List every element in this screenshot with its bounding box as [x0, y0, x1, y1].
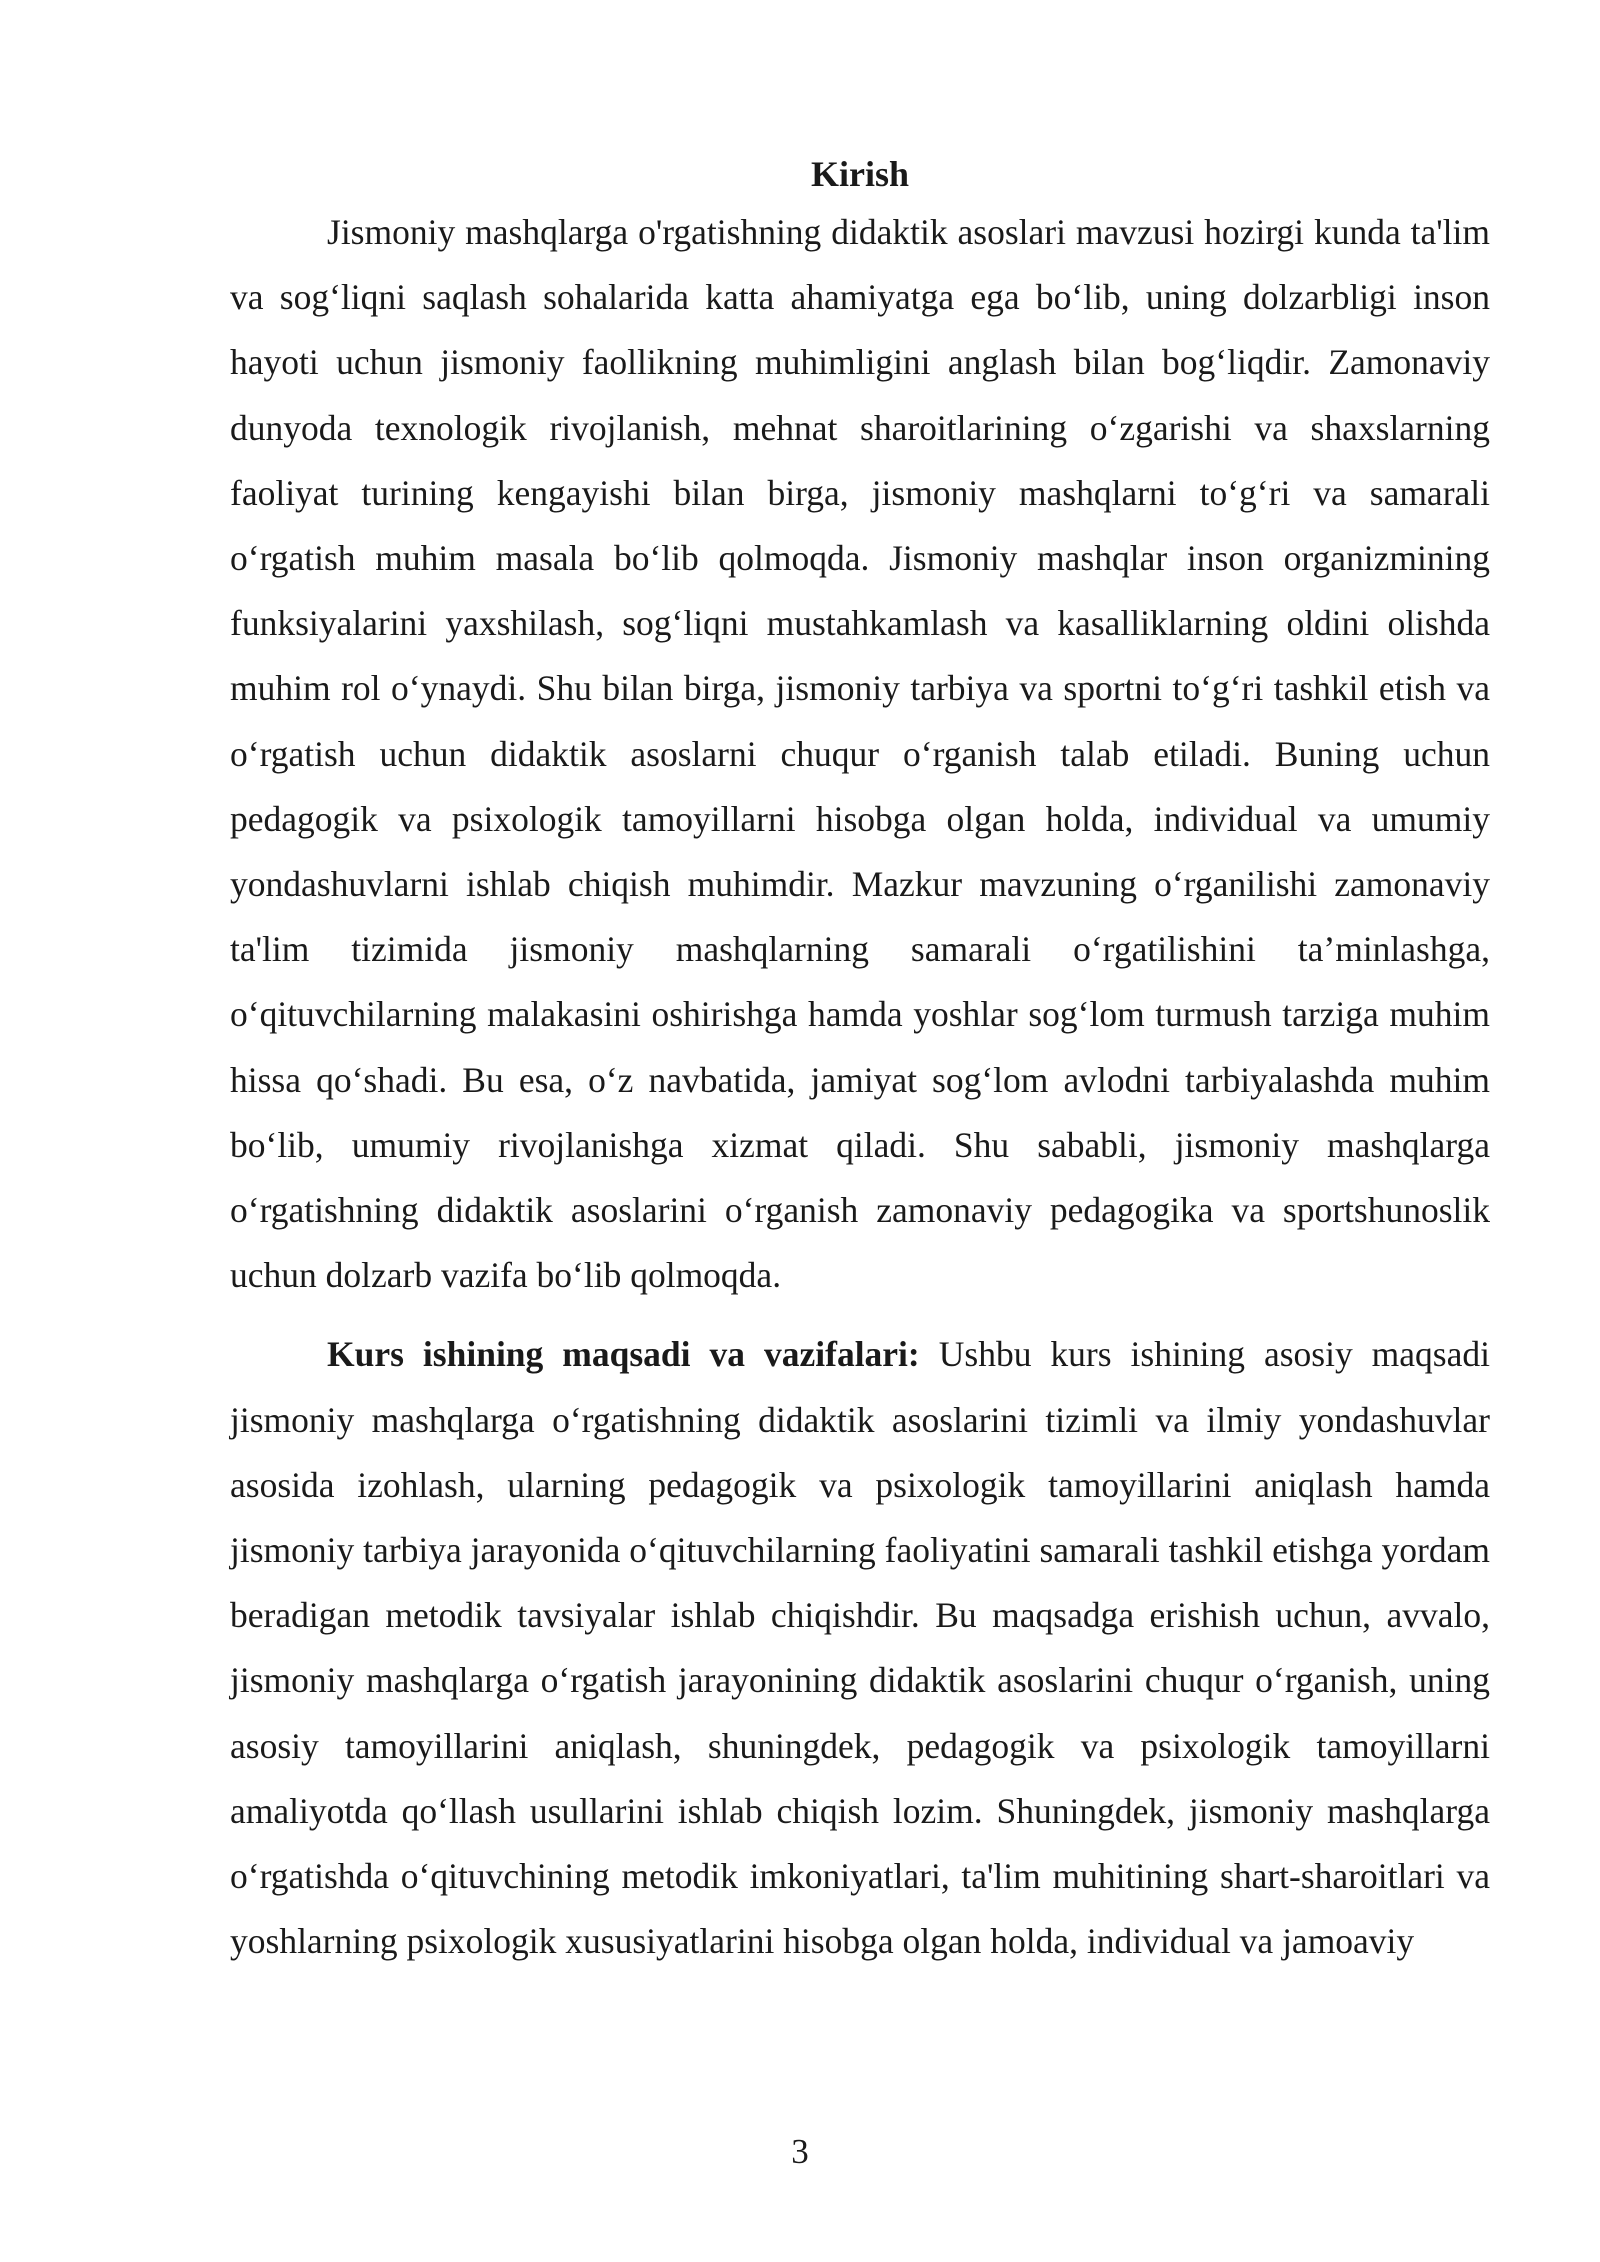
page-number: 3 [791, 2132, 809, 2171]
intro-paragraph: Jismoniy mashqlarga o'rgatishning didaktik asoslari mavzusi hozirgi kunda ta'lim va sog‘liqni saqlash sohalarida katta ahamiyatga ega bo‘lib, uning dolzarbligi inson hayoti uchun jismoniy faollikning muhimligini anglash bilan bog‘liqdir. Zamonaviy dunyoda texnologik rivojlanish, mehnat sharoitlarining o‘zgarishi va shaxslarning faoliyat turining kengayishi bilan birga, jismoniy mashqlarni to‘g‘ri va samarali o‘rgatish muhim masala bo‘lib qolmoqda. Jismoniy mashqlar inson organizmining funksiyalarini yaxshilash, sog‘liqni mustahkamlash va kasalliklarning oldini olishda muhim rol o‘ynaydi. Shu bilan birga, jismoniy tarbiya va sportni to‘g‘ri tashkil etish va o‘rgatish uchun didaktik asoslarni chuqur o‘rganish talab etiladi. Buning uchun pedagogik va psixologik tamoyillarni hisobga olgan holda, individual va umumiy yondashuvlarni ishlab chiqish muhimdir. Mazkur mavzuning o‘rganilishi zamonaviy ta'lim tizimida jismoniy mashqlarning samarali o‘rgatilishini ta’minlashga, o‘qituvchilarning malakasini oshirishga hamda yoshlar sog‘lom turmush tarziga muhim hissa qo‘shadi. Bu esa, o‘z navbatida, jamiyat sog‘lom avlodni tarbiyalashda muhim bo‘lib, umumiy rivojlanishga xizmat qiladi. Shu sababli, jismoniy mashqlarga o‘rgatishning didaktik asoslarini o‘rganish zamonaviy pedagogika va sportshunoslik uchun dolzarb vazifa bo‘lib qolmoqda. [230, 212, 1490, 1296]
section-heading: Kirish [810, 154, 909, 194]
goals-paragraph [230, 1322, 1490, 1974]
goals-body: Ushbu kurs ishining asosiy maqsadi jismoniy mashqlarga o‘rgatishning didaktik asoslarini tizimli va ilmiy yondashuvlar asosida izohlash, ularning pedagogik va psixologik tamoyillarini aniqlash hamda jismoniy tarbiya jarayonida o‘qituvchilarning faoliyatini samarali tashkil etishga yordam beradigan metodik tavsiyalar ishlab chiqishdir. Bu maqsadga erishish uchun, avvalo, jismoniy mashqlarga o‘rgatish jarayonining didaktik asoslarini chuqur o‘rganish, uning asosiy tamoyillarini aniqlash, shuningdek, pedagogik va psixologik tamoyillarni amaliyotda qo‘llash usullarini ishlab chiqish lozim. Shuningdek, jismoniy mashqlarga o‘rgatishda o‘qituvchining metodik imkoniyatlari, ta'lim muhitining shart-sharoitlari va yoshlarning psixologik xususiyatlarini hisobga olgan holda, individual va jamoaviy [230, 1334, 1490, 1962]
page-content [230, 148, 1490, 1974]
goals-lead: Kurs ishining maqsadi va vazifalari: [327, 1334, 920, 1375]
